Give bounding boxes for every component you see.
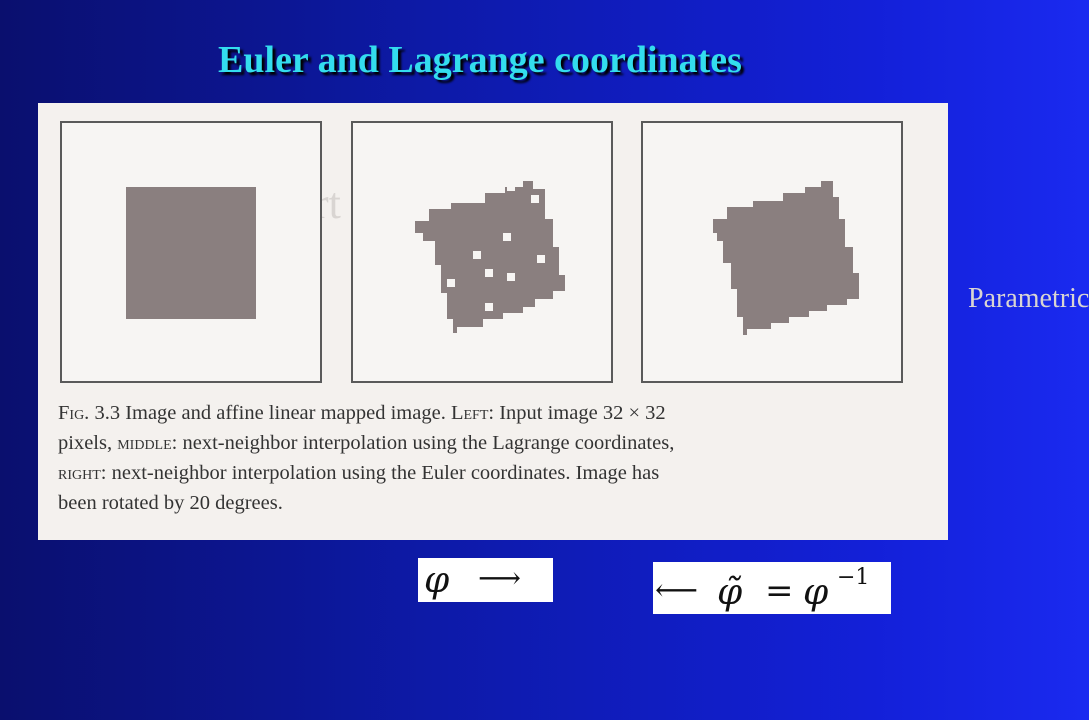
caption-fig-number: 3.3 Image and affine linear mapped image.	[89, 402, 451, 424]
euler-rotated-graphic	[643, 123, 901, 381]
caption-line-1	[58, 398, 938, 428]
input-square-graphic	[62, 123, 320, 381]
phi-tilde-symbol: φ̃	[717, 572, 743, 613]
caption-line-4: been rotated by 20 degrees.	[58, 492, 283, 514]
phi-symbol: φ	[424, 560, 450, 601]
caption-middle-text: : next-neighbor interpolation using the Lagrange coordinates,	[171, 432, 675, 454]
panel-right	[641, 121, 903, 383]
panel-left	[60, 121, 322, 383]
backward-arrow-icon: ⟵	[655, 573, 699, 608]
caption-middle-label: middle	[117, 432, 172, 454]
inverse-exponent: −1	[837, 565, 870, 590]
slide-title: Euler and Lagrange coordinates	[218, 39, 742, 81]
phi-rhs-symbol: φ	[803, 572, 829, 613]
equals-sign: =	[765, 571, 794, 611]
caption-line-2	[58, 428, 938, 458]
caption-line-3	[58, 458, 938, 488]
caption-right-text: : next-neighbor interpolation using the Euler coordinates. Image has	[100, 462, 660, 484]
caption-left-text: : Input image 32 × 32	[488, 402, 666, 424]
equation-inverse	[653, 562, 891, 614]
caption-left-label: Left	[450, 402, 489, 424]
figure-caption	[58, 398, 938, 518]
forward-arrow-icon: ⟶	[478, 561, 522, 596]
caption-line2-start: pixels,	[58, 432, 118, 454]
equation-forward	[418, 558, 553, 602]
bleed-text-parametric: Parametric	[968, 283, 1089, 314]
caption-fig-label: Fig.	[58, 402, 90, 424]
lagrange-rotated-graphic	[353, 123, 611, 381]
figure-scan	[38, 103, 1089, 540]
panel-middle	[351, 121, 613, 383]
inverse-map-graphic	[653, 562, 891, 614]
forward-map-graphic	[418, 558, 553, 602]
caption-right-label: right	[58, 462, 101, 484]
